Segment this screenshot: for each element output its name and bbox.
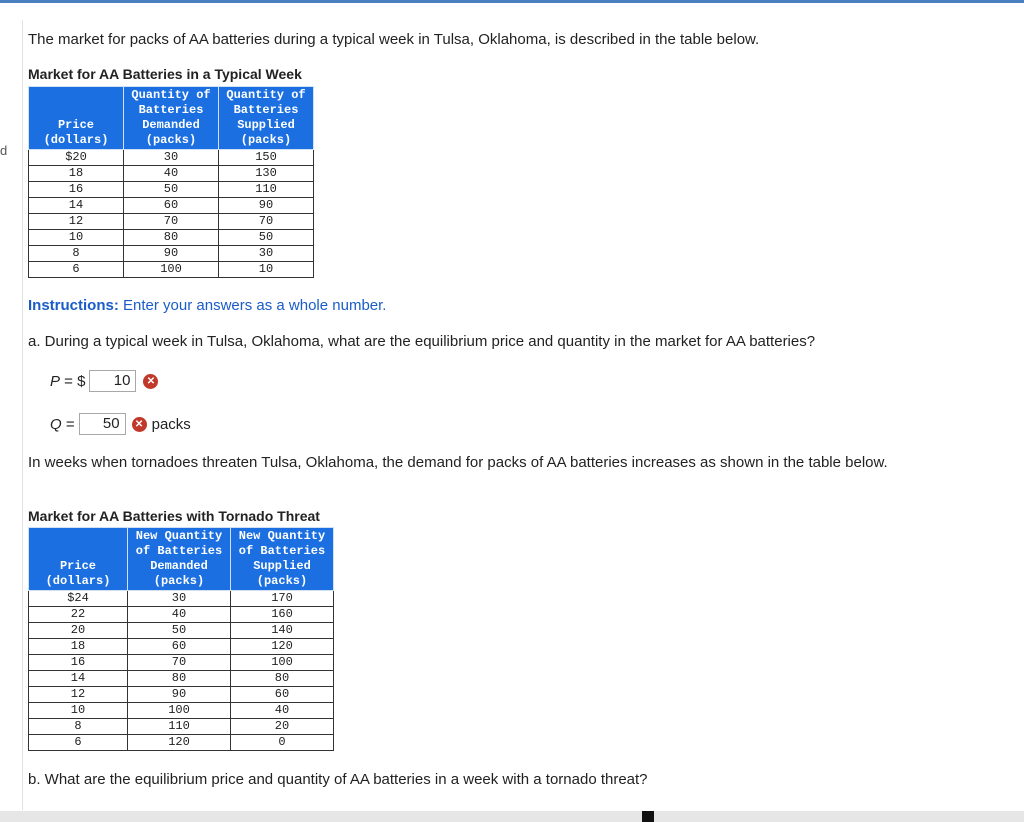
table-row — [29, 230, 314, 246]
table-cell: 110 — [219, 182, 314, 198]
table-cell: 170 — [231, 591, 334, 607]
table-cell: 100 — [128, 703, 231, 719]
table-row — [29, 246, 314, 262]
table-cell: 30 — [219, 246, 314, 262]
table-cell: 18 — [29, 166, 124, 182]
edge-fragment-text: d — [0, 143, 8, 158]
table-cell: 140 — [231, 623, 334, 639]
table-cell: 22 — [29, 607, 128, 623]
table-cell: 16 — [29, 655, 128, 671]
table-cell: 90 — [124, 246, 219, 262]
table-cell: 50 — [128, 623, 231, 639]
scrollbar-thumb[interactable] — [642, 811, 654, 822]
table1-header-demanded: Quantity of Batteries Demanded (packs) — [124, 87, 219, 150]
table-cell: 16 — [29, 182, 124, 198]
quantity-unit: packs — [151, 415, 191, 433]
incorrect-x-icon: ✕ — [132, 417, 147, 432]
table-row — [29, 639, 334, 655]
table2-caption: Market for AA Batteries with Tornado Threat — [28, 508, 320, 524]
table-cell: 60 — [128, 639, 231, 655]
instructions-text: Enter your answers as a whole number. — [118, 297, 387, 314]
table-cell: 10 — [29, 703, 128, 719]
market-table-typical-week — [28, 86, 314, 278]
price-answer-input[interactable]: 10 — [89, 370, 136, 392]
table-cell: 0 — [231, 735, 334, 751]
table1-header-price: Price (dollars) — [29, 87, 124, 150]
table-row — [29, 214, 314, 230]
table-row — [29, 655, 334, 671]
table-cell: 100 — [231, 655, 334, 671]
table-cell: 60 — [231, 687, 334, 703]
question-b: b. What are the equilibrium price and quantity of AA batteries in a week with a tornado threat? — [28, 771, 648, 788]
table-cell: 20 — [29, 623, 128, 639]
table-row — [29, 150, 314, 166]
table-cell: 150 — [219, 150, 314, 166]
table-row — [29, 671, 334, 687]
table-cell: 90 — [128, 687, 231, 703]
table-cell: 70 — [124, 214, 219, 230]
table-row — [29, 735, 334, 751]
table-row — [29, 262, 314, 278]
table-cell: 6 — [29, 262, 124, 278]
table-row — [29, 198, 314, 214]
intro-text: The market for packs of AA batteries during a typical week in Tulsa, Oklahoma, is described in the table below. — [28, 31, 760, 48]
table-cell: 70 — [128, 655, 231, 671]
answer-p-label: P = $ — [50, 372, 86, 390]
table-cell: 50 — [219, 230, 314, 246]
instructions — [28, 297, 386, 314]
table-cell: 10 — [29, 230, 124, 246]
answer-q-label: Q = — [50, 415, 75, 433]
tornado-text: In weeks when tornadoes threaten Tulsa, Oklahoma, the demand for packs of AA batteries increases as shown in the table below. — [28, 454, 888, 471]
table2-header-supplied: New Quantity of Batteries Supplied (packs) — [231, 528, 334, 591]
market-table-tornado-threat — [28, 527, 334, 751]
table-cell: $24 — [29, 591, 128, 607]
table-cell: 110 — [128, 719, 231, 735]
table-cell: 160 — [231, 607, 334, 623]
table-cell: 14 — [29, 198, 124, 214]
table-row — [29, 182, 314, 198]
table-cell: 8 — [29, 719, 128, 735]
table-cell: 18 — [29, 639, 128, 655]
table-row — [29, 687, 334, 703]
table2-header-demanded: New Quantity of Batteries Demanded (packs) — [128, 528, 231, 591]
table-cell: 8 — [29, 246, 124, 262]
instructions-label: Instructions: — [28, 297, 119, 314]
table-row — [29, 703, 334, 719]
table-cell: 40 — [124, 166, 219, 182]
table-cell: 120 — [231, 639, 334, 655]
table-cell: 6 — [29, 735, 128, 751]
top-accent-bar — [0, 0, 1024, 3]
table-cell: 80 — [231, 671, 334, 687]
table-row — [29, 607, 334, 623]
table-row — [29, 623, 334, 639]
table-cell: 50 — [124, 182, 219, 198]
table-cell: 14 — [29, 671, 128, 687]
table2-header-price: Price (dollars) — [29, 528, 128, 591]
table-cell: 60 — [124, 198, 219, 214]
table-cell: 70 — [219, 214, 314, 230]
table-cell: 30 — [128, 591, 231, 607]
table-row — [29, 591, 334, 607]
table-row — [29, 719, 334, 735]
answer-q-row — [50, 413, 191, 435]
table-cell: 12 — [29, 687, 128, 703]
table-cell: 30 — [124, 150, 219, 166]
table-cell: 100 — [124, 262, 219, 278]
table1-header-supplied: Quantity of Batteries Supplied (packs) — [219, 87, 314, 150]
table-cell: 40 — [231, 703, 334, 719]
table-cell: 120 — [128, 735, 231, 751]
table-cell: 12 — [29, 214, 124, 230]
answer-p-row — [50, 370, 158, 392]
question-a: a. During a typical week in Tulsa, Oklahoma, what are the equilibrium price and quantity in the market for AA batteries? — [28, 333, 816, 350]
table-cell: 40 — [128, 607, 231, 623]
table-cell: 130 — [219, 166, 314, 182]
table-row — [29, 166, 314, 182]
table-cell: 10 — [219, 262, 314, 278]
table-cell: $20 — [29, 150, 124, 166]
table1-caption: Market for AA Batteries in a Typical Week — [28, 66, 302, 82]
horizontal-scrollbar[interactable] — [0, 811, 1024, 822]
table-cell: 80 — [128, 671, 231, 687]
incorrect-x-icon: ✕ — [143, 374, 158, 389]
table-cell: 20 — [231, 719, 334, 735]
table-cell: 80 — [124, 230, 219, 246]
quantity-answer-input[interactable]: 50 — [79, 413, 126, 435]
left-divider — [22, 20, 23, 810]
table-cell: 90 — [219, 198, 314, 214]
